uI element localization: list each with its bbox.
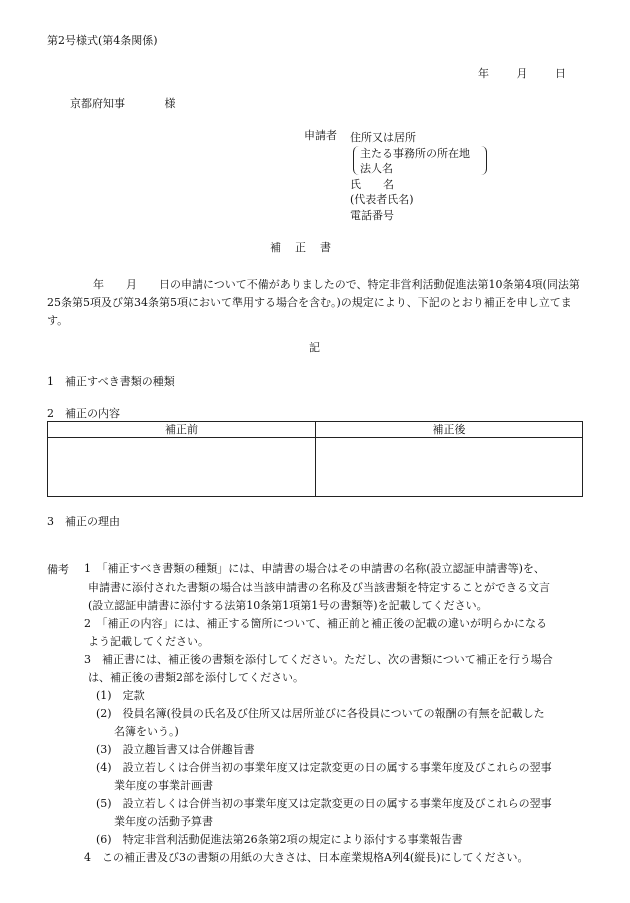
note-2-line-2: よう記載してください。 [88,635,209,648]
note-3-line-1: 3 補正書には、補正後の書類を添付してください。ただし、次の書類について補正を行う場合 [84,653,553,666]
applicant-phone-label: 電話番号 [350,208,394,222]
note-3-item-2-line-2: 名簿をいう。) [114,725,179,738]
note-3-item-5-line-2: 業年度の活動予算書 [114,815,213,828]
note-3-item-4-line-1: (4) 設立若しくは合併当初の事業年度又は定款変更の日の属する事業年度及びこれらの翌事 [96,761,552,774]
note-3-item-6: (6) 特定非営利活動促進法第26条第2項の規定により添付する事業報告書 [96,833,463,846]
note-3-item-3: (3) 設立趣旨書又は合併趣旨書 [96,743,255,756]
date-month-label: 月 [516,67,528,80]
applicant-representative-label: (代表者氏名) [350,193,414,207]
section-2-heading: 2 補正の内容 [47,407,120,420]
addressee-name: 京都府知事 [70,97,125,110]
applicant-bracket-text [360,146,470,176]
form-number: 第2号様式(第4条関係) [47,34,158,47]
date-day-label: 日 [555,67,566,80]
note-3-item-1: (1) 定款 [96,689,145,702]
intro-paragraph [47,276,587,330]
note-3-line-2: は、補正後の書類2部を添付してください。 [88,671,304,684]
bracket-office-label: 主たる事務所の所在地 [360,147,470,160]
notes-heading: 備考 [47,563,69,576]
applicant-fields [350,130,416,223]
table-header-before: 補正前 [165,423,198,436]
note-3-item-2-line-1: (2) 役員名簿(役員の氏名及び住所又は居所並びに各役員についての報酬の有無を記載した [96,707,545,720]
bracket-corp-label: 法人名 [360,162,393,175]
section-3-heading: 3 補正の理由 [47,515,120,528]
section-1-heading: 1 補正すべき書類の種類 [47,375,175,388]
addressee [70,98,176,109]
applicant-name-label: 氏 名 [350,177,394,191]
applicant-address-label: 住所又は居所 [350,131,416,144]
date-year-label: 年 [478,67,489,80]
document-title: 補正書 [270,241,345,254]
note-4: 4 この補正書及び3の書類の用紙の大きさは、日本産業規格A列4(縦長)にしてください。 [84,851,529,864]
table-header-after: 補正後 [432,423,466,436]
intro-text: 年 月 日の申請について不備がありましたので、特定非営利活動促進法第10条第4項(同法第25条第5項及び第34条第5項において準用する場合を含む。)の規定により、下記のとおり補正を申し立てます。 [47,278,580,327]
note-2-line-1: 2 「補正の内容」には、補正する箇所について、補正前と補正後の記載の違いが明らかになる [84,617,548,630]
correction-table [47,421,583,497]
applicant-role-label: 申請者 [304,129,337,142]
note-3-item-5-line-1: (5) 設立若しくは合併当初の事業年度又は定款変更の日の属する事業年度及びこれらの翌事 [96,797,552,810]
note-3-item-4-line-2: 業年度の事業計画書 [114,779,213,792]
note-1-line-1: 1 「補正すべき書類の種類」には、申請書の場合はその申請書の名称(設立認証申請書等)を、 [84,562,545,575]
ki-heading: 記 [309,341,320,354]
addressee-honorific: 様 [164,97,176,110]
note-1-line-3: (設立認証申請書に添付する法第10条第1項第1号の書類等)を記載してください。 [88,599,488,612]
date-line [478,68,566,79]
note-1-line-2: 申請書に添付された書類の場合は当該申請書の名称及び当該書類を特定することができる文言 [88,581,550,594]
